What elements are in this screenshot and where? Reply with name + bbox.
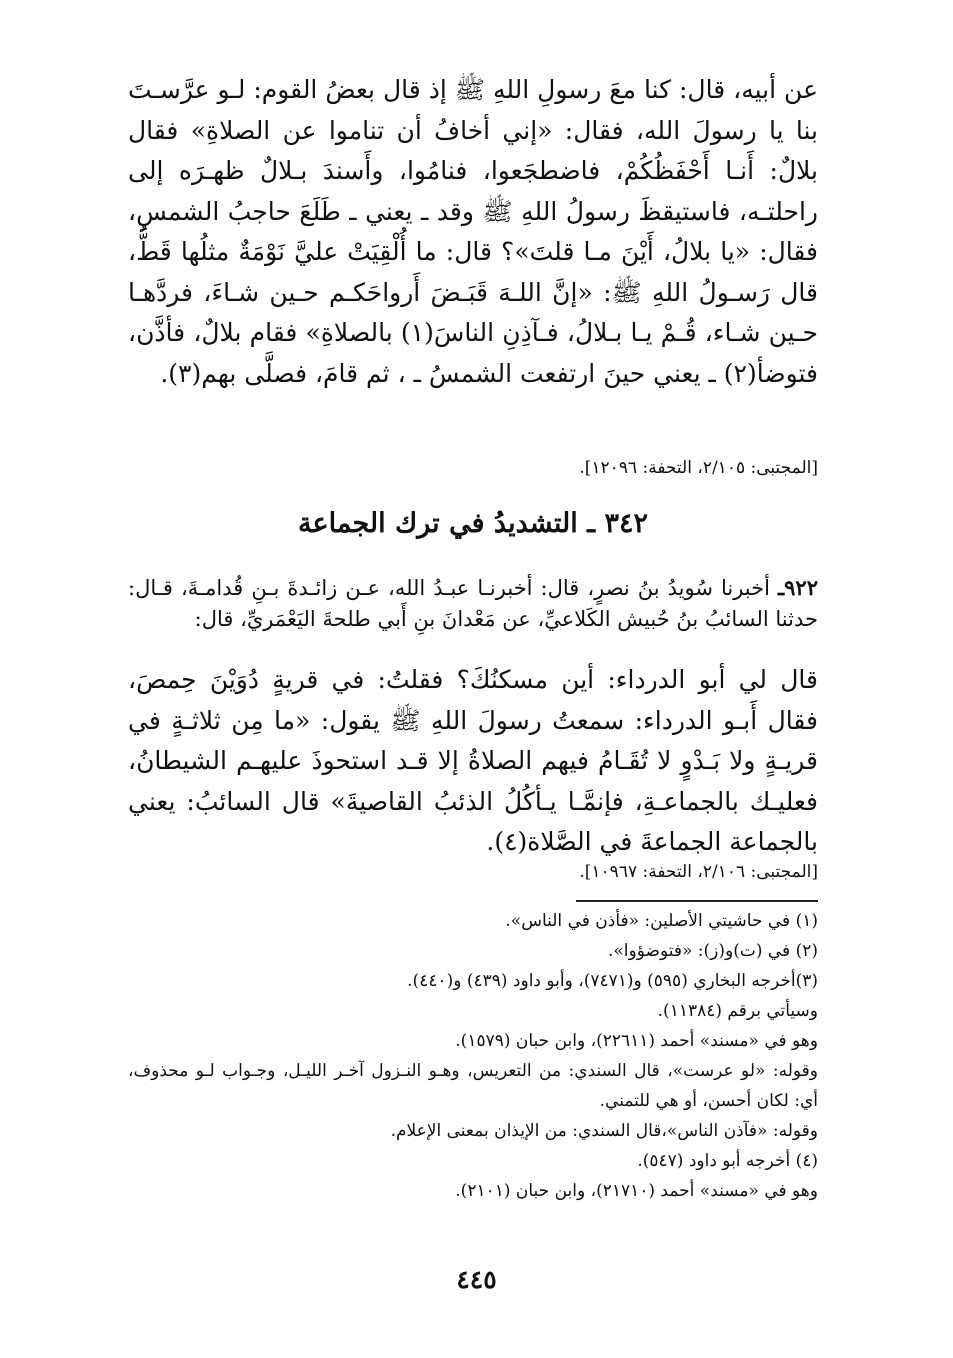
footnote-line: (٤) أخرجه أبو داود (٥٤٧). bbox=[637, 1151, 818, 1171]
page-number: ٤٤٥ bbox=[456, 1265, 497, 1294]
footnote-line: وهو في «مسند» أحمد (٢١٧١٠)، وابن حبان (٢١٠١). bbox=[455, 1181, 818, 1201]
reference-citation: [المجتبى: ٢/١٠٦، التحفة: ١٠٩٦٧]. bbox=[579, 862, 818, 882]
footnote-line: وقوله: «لو عرست»، قال السندي: من التعريس، وهـو النـزول آخـر الليـل، وجـواب لـو محذوف، أي: لكان أحسن، أو هي للتمني. bbox=[128, 1061, 818, 1111]
chapter-title: ٣٤٢ ـ التشديدُ في ترك الجماعة bbox=[298, 508, 648, 539]
footnote-line: (٢) في (ت)و(ز): «فتوضؤوا». bbox=[608, 941, 818, 961]
isnad-body: أخبرنا سُويدُ بنُ نصرٍ، قال: أخبرنـا عبـدُ الله، عـن زائـدةَ بـنِ قُدامـةَ، قـال: حدثنا السائبُ بنُ حُبيش الكَلاعيِّ، عن مَعْدانَ بنِ أَبي طلحةَ اليَعْمَريِّ، قال: bbox=[128, 576, 818, 631]
reference-citation: [المجتبى: ٢/١٠٥، التحفة: ١٢٠٩٦]. bbox=[579, 458, 818, 478]
paragraph-text: قال لي أبو الدرداء: أين مسكنُكَ؟ فقلتُ: في قريةٍ دُوَيْنَ حِمصَ، فقال أَبـو الدرداء: سمعتُ رسولَ اللهِ ﷺ يقول: «ما مِن ثلاثـةٍ في قريـةٍ ولا بَـدْوٍ لا تُقَـامُ فيهم الصلاةُ إلا قـد استحوذَ عليهـم الشيطانُ، فعليـك بالجماعـةِ، فإنمَّـا يـأكُلُ الذئبُ القاصيةَ» قال السائبُ: يعني بالجماعة الجماعةَ في الصَّلاة(٤). bbox=[128, 665, 818, 856]
isnad-text bbox=[128, 572, 818, 635]
hadith-number: ٩٢٢ـ bbox=[778, 575, 818, 600]
footnote-line: (١) في حاشيتي الأصلين: «فأذن في الناس». bbox=[505, 911, 818, 931]
footnote-line: وسيأتي برقم (١١٣٨٤). bbox=[657, 1001, 818, 1021]
footnote-line: وهو في «مسند» أحمد (٢٢٦١١)، وابن حبان (١٥٧٩). bbox=[455, 1031, 818, 1051]
footnote-line: وقوله: «فآذن الناس»،قال السندي: من الإيذان بمعنى الإعلام. bbox=[390, 1121, 818, 1141]
hadith-text-continuation bbox=[128, 70, 818, 394]
footnote-line: (٣)أخرجه البخاري (٥٩٥) و(٧٤٧١)، وأبو داود (٤٣٩) و(٤٤٠). bbox=[407, 971, 818, 991]
footnote-separator bbox=[576, 900, 818, 902]
hadith-matn bbox=[128, 660, 818, 863]
hadith-isnad bbox=[128, 572, 818, 635]
paragraph-text: عن أبيه، قال: كنا معَ رسولِ اللهِ ﷺ إذ قال بعضُ القوم: لـو عرَّسـتَ بنا يا رسولَ الله، فقال: «إني أخافُ أن تناموا عن الصلاةِ» فقال بلالٌ: أَنـا أَحْفَظُكُمْ، فاضطجَعوا، فنامُوا، وأَسندَ بـلالٌ ظهـرَه إلى راحلتـه، فاستيقظَ رسولُ اللهِ ﷺ وقد ـ يعني ـ طَلَعَ حاجبُ الشمسِ، فقال: «يا بلالُ، أَيْنَ مـا قلتَ»؟ قال: ما أُلْقِيَتْ عليَّ نَوْمَةٌ مثلُها قَطُّ، قال رَسـولُ اللهِ ﷺ: «إنَّ اللـهَ قَبَـضَ أَرواحَكـم حـين شـاءَ، فردَّهـا حـين شـاء، قُـمْ يـا بـلالُ، فـآذِنِ الناسَ(١) بالصلاةِ» فقام بلالٌ، فأذَّن، فتوضأ(٢) ـ يعني حينَ ارتفعت الشمسُ ـ ، ثم قامَ، فصلَّى بهم(٣). bbox=[128, 75, 818, 388]
footnotes bbox=[128, 906, 818, 1206]
